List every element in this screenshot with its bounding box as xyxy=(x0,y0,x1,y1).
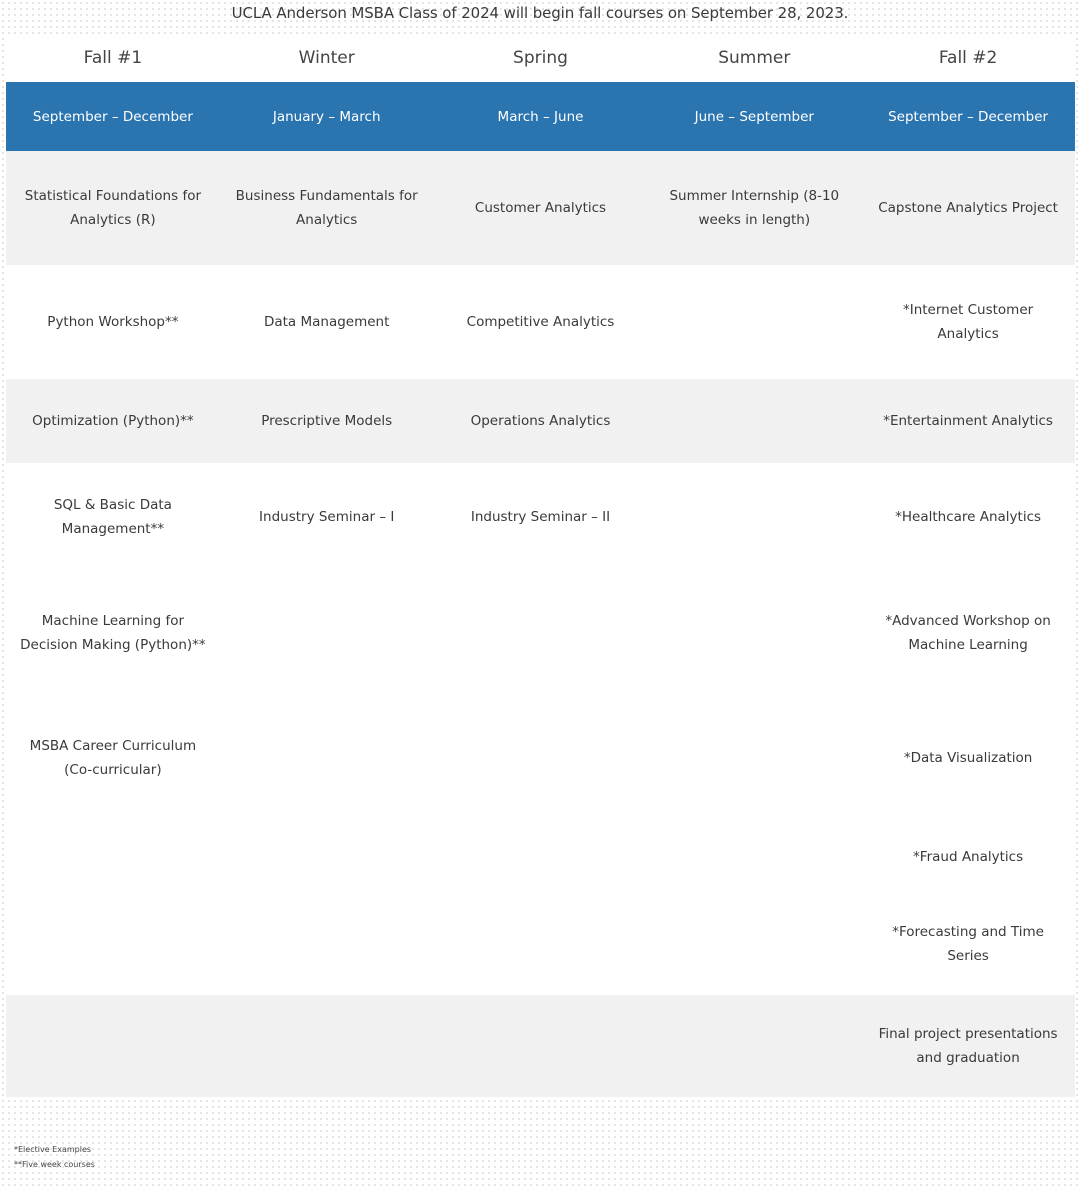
course-row-2 xyxy=(6,265,1075,379)
course-row-7 xyxy=(6,821,1075,893)
course-cell xyxy=(220,821,434,893)
date-range-spring: March – June xyxy=(497,108,584,125)
season-header-row xyxy=(6,34,1075,82)
date-range-fall-2: September – December xyxy=(888,108,1049,125)
course-cell: *Fraud Analytics xyxy=(913,849,1024,865)
course-cell xyxy=(434,893,648,995)
footnote-five-week: **Five week courses xyxy=(14,1160,95,1169)
course-cell xyxy=(220,893,434,995)
course-cell xyxy=(6,893,220,995)
course-cell xyxy=(220,995,434,1097)
date-range-fall-1: September – December xyxy=(32,108,193,125)
course-cell xyxy=(647,821,861,893)
course-cell: Optimization (Python)** xyxy=(32,413,194,429)
course-cell xyxy=(6,995,220,1097)
season-summer: Summer xyxy=(718,48,791,68)
course-cell: *Data Visualization xyxy=(903,750,1033,766)
course-cell: Customer Analytics xyxy=(474,200,607,216)
season-fall-1: Fall #1 xyxy=(83,48,143,68)
course-row-4 xyxy=(6,463,1075,571)
course-cell: MSBA Career Curriculum (Co-curricular) xyxy=(29,738,197,778)
course-cell: Data Management xyxy=(263,314,390,330)
course-cell: Industry Seminar – I xyxy=(259,509,395,525)
page-title: UCLA Anderson MSBA Class of 2024 will begin fall courses on September 28, 2023. xyxy=(231,4,849,22)
course-cell: Statistical Foundations for Analytics (R) xyxy=(24,188,202,228)
course-row-5 xyxy=(6,571,1075,695)
course-cell: *Entertainment Analytics xyxy=(883,413,1053,429)
course-cell xyxy=(647,265,861,379)
course-cell xyxy=(647,463,861,571)
course-cell xyxy=(434,571,648,695)
course-cell xyxy=(647,995,861,1097)
course-cell xyxy=(647,571,861,695)
course-cell: *Internet Customer Analytics xyxy=(902,302,1034,342)
course-cell: Final project presentations and graduation xyxy=(878,1026,1058,1066)
course-cell: Machine Learning for Decision Making (Python)** xyxy=(20,613,206,653)
course-cell xyxy=(6,821,220,893)
course-cell: *Advanced Workshop on Machine Learning xyxy=(885,613,1051,653)
course-row-6 xyxy=(6,695,1075,821)
course-cell: Python Workshop** xyxy=(47,314,179,330)
course-cell: Summer Internship (8-10 weeks in length) xyxy=(669,188,840,228)
course-cell xyxy=(220,695,434,821)
course-cell: Competitive Analytics xyxy=(466,314,615,330)
course-cell xyxy=(220,571,434,695)
course-cell: Capstone Analytics Project xyxy=(878,200,1058,216)
course-cell: Business Fundamentals for Analytics xyxy=(235,188,418,228)
course-cell: SQL & Basic Data Management** xyxy=(53,497,172,537)
course-cell: Operations Analytics xyxy=(470,413,611,429)
course-cell: *Forecasting and Time Series xyxy=(892,924,1044,964)
footnote-elective: *Elective Examples xyxy=(14,1145,92,1154)
date-range-row xyxy=(6,82,1075,151)
course-row-1 xyxy=(6,151,1075,265)
course-cell: Prescriptive Models xyxy=(261,413,393,429)
course-cell: Industry Seminar – II xyxy=(470,509,611,525)
course-cell xyxy=(647,379,861,463)
season-spring: Spring xyxy=(513,48,568,68)
curriculum-table xyxy=(6,34,1075,1097)
date-range-winter: January – March xyxy=(272,108,381,125)
course-row-8 xyxy=(6,893,1075,995)
season-winter: Winter xyxy=(298,48,355,68)
season-fall-2: Fall #2 xyxy=(938,48,998,68)
course-cell xyxy=(647,893,861,995)
date-range-summer: June – September xyxy=(694,108,814,125)
course-cell xyxy=(434,821,648,893)
course-cell: *Healthcare Analytics xyxy=(895,509,1042,525)
course-row-3 xyxy=(6,379,1075,463)
course-cell xyxy=(647,695,861,821)
course-row-9 xyxy=(6,995,1075,1097)
course-cell xyxy=(434,995,648,1097)
footnotes xyxy=(14,1142,95,1172)
course-cell xyxy=(434,695,648,821)
